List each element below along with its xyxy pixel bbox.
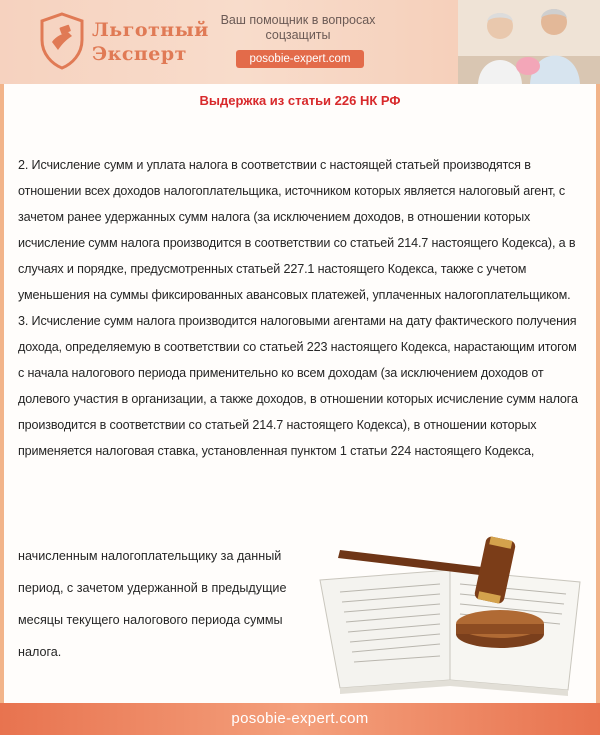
paragraph-3: 3. Исчисление сумм налога производится налоговыми агентами на дату фактического получения дохода, определяемую в соответствии со статьей 223 настоящего Кодекса, нарастающим итогом с начала налогового периода применительно ко всем доходам (за исключением доходов от долевого участия в организации, а также доходов, в отношении которых исчисление сумм налога производится в соответствии со статьей 214.7 настоящего Кодекса), в отношении которых применяется налоговая ставка, установленная пунктом 1 статьи 224 настоящего Кодекса, <box>18 314 578 458</box>
brand-line-2: Эксперт <box>92 43 187 65</box>
text-line: месяцы текущего налогового периода суммы <box>18 613 283 627</box>
text-line: период, с зачетом удержанной в предыдущие <box>18 581 287 595</box>
article-text <box>18 152 586 464</box>
paragraph-3-ending <box>18 540 308 668</box>
text-line: начисленным налогоплательщику за данный <box>18 549 282 563</box>
site-header <box>0 0 600 84</box>
tagline: Ваш помощник в вопросах соцзащиты <box>220 13 376 42</box>
footer-site-link[interactable]: posobie-expert.com <box>0 703 600 735</box>
shield-logo-icon <box>38 12 86 70</box>
elderly-couple-photo-icon <box>458 0 600 84</box>
page-title: Выдержка из статьи 226 НК РФ <box>199 93 401 108</box>
header-site-link[interactable]: posobie-expert.com <box>236 50 364 68</box>
brand-name <box>92 18 209 66</box>
brand-line-1: Льготный <box>92 19 209 41</box>
paragraph-2: 2. Исчисление сумм и уплата налога в соответствии с настоящей статьей производятся в отношении всех доходов налогоплательщика, источником которых является налоговый агент, с зачетом ранее удержанных сумм налога (за исключением доходов, в отношении которых исчисление сумм налога производится в соответствии со статьей 214.7 настоящего Кодекса), а в случаях и порядке, предусмотренных статьей 227.1 настоящего Кодекса, также с учетом уменьшения на суммы фиксированных авансовых платежей, уплаченных налогоплательщиком. <box>18 158 576 302</box>
text-line: налога. <box>18 645 62 659</box>
book-and-gavel-illustration <box>300 510 598 700</box>
